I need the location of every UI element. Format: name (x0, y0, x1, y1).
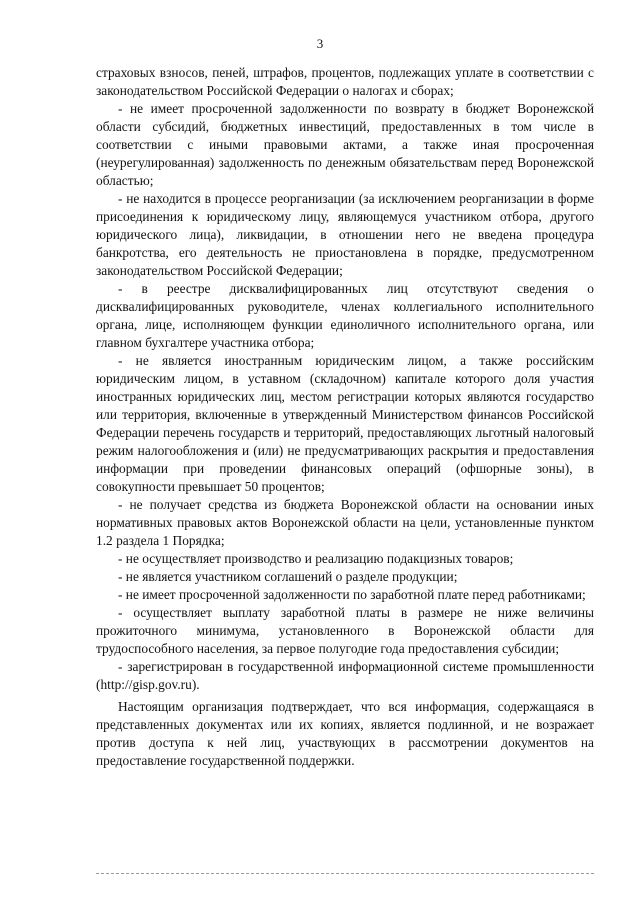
list-item-minimum-wage: - осуществляет выплату заработной платы в размере не ниже величины прожиточного минимума, установленного в Воронежской области для трудоспособного населения, за первое полугодие года предоставления субсидии; (96, 605, 594, 656)
document-body (96, 64, 594, 770)
paragraph-continuation: страховых взносов, пеней, штрафов, процентов, подлежащих уплате в соответствии с законодательством Российской Федерации о налогах и сборах; (96, 65, 594, 98)
footer-divider (96, 873, 594, 874)
list-item-gisp-registered: - зарегистрирован в государственной информационной системе промышленности (http://gisp.gov.ru). (96, 659, 594, 692)
list-item-no-wage-debt: - не имеет просроченной задолженности по заработной плате перед работниками; (118, 587, 586, 602)
list-item-no-psa: - не является участником соглашений о разделе продукции; (118, 569, 458, 584)
list-item-no-overdue-debt: - не имеет просроченной задолженности по возврату в бюджет Воронежской области субсидий, бюджетных инвестиций, предоставленных в том числе в соответствии с иными правовыми актами, а также иная просроченная (неурегулированная) задолженность по денежным обязательствам перед Воронежской областью; (96, 101, 594, 188)
confirmation-paragraph: Настоящим организация подтверждает, что вся информация, содержащаяся в представленных документах или их копиях, является подлинной, и не возражает против доступа к ней лиц, участвующих в рассмотрении документов на предоставление государственной поддержки. (96, 699, 594, 768)
list-item-not-foreign-entity: - не является иностранным юридическим лицом, а также российским юридическим лицом, в уставном (складочном) капитале которого доля участия иностранных юридических лиц, местом регистрации которых являются государство или территория, включенные в утвержденный Министерством финансов Российской Федерации перечень государств и территорий, предоставляющих льготный налоговый режим налогообложения и (или) не предусматривающих раскрытия и предоставления информации при проведении финансовых операций (офшорные зоны), в совокупности превышает 50 процентов; (96, 353, 594, 494)
list-item-no-other-budget-funds: - не получает средства из бюджета Воронежской области на основании иных нормативных правовых актов Воронежской области на цели, установленные пунктом 1.2 раздела 1 Порядка; (96, 497, 594, 548)
list-item-no-excise-goods: - не осуществляет производство и реализацию подакцизных товаров; (118, 551, 514, 566)
page-number: 3 (316, 36, 324, 51)
list-item-disqualified-registry: - в реестре дисквалифицированных лиц отсутствуют сведения о дисквалифицированных руководителе, членах коллегиального исполнительного органа, лице, исполняющем функции единоличного исполнительного органа, или главном бухгалтере участника отбора; (96, 281, 594, 350)
list-item-no-reorganization: - не находится в процессе реорганизации (за исключением реорганизации в форме присоединения к юридическому лицу, являющемуся участником отбора, другого юридического лица), ликвидации, в отношении него не введена процедура банкротства, его деятельность не приостановлена в порядке, предусмотренном законодательством Российской Федерации; (96, 191, 594, 278)
